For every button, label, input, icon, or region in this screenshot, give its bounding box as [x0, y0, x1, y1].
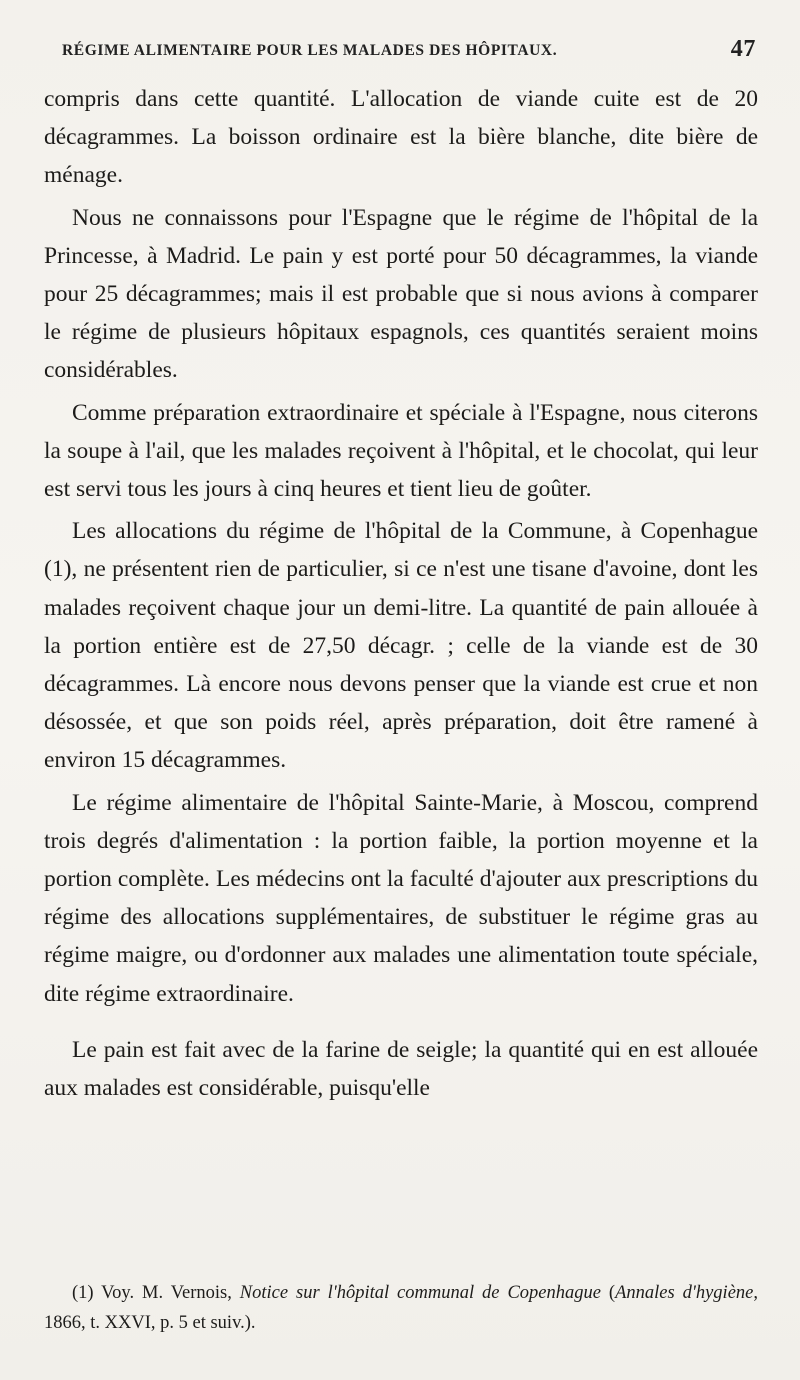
- footnote-italic-journal: Annales d'hygiène: [615, 1283, 754, 1303]
- paragraph-pain: Le pain est fait avec de la farine de seigle; la quantité qui en est allouée aux malades est considérable, puisqu'elle: [44, 1036, 758, 1102]
- footnote-italic-title: Notice sur l'hôpital communal de Copenhague: [239, 1283, 601, 1303]
- body-text: [44, 80, 758, 1107]
- footnote-text: [44, 1278, 758, 1338]
- footnote: [44, 1278, 758, 1338]
- footnote-suffix: , 1866, t. XXVI, p. 5 et suiv.).: [44, 1283, 758, 1333]
- paragraph-moscou: Le régime alimentaire de l'hôpital Sainte-Marie, à Moscou, comprend trois degrés d'alimentation : la portion faible, la portion moyenne et la portion complète. Les médecins ont la faculté d'ajouter aux prescriptions du régime des allocations supplémentaires, de substituer le régime gras au régime maigre, ou d'ordonner aux malades une alimentation toute spéciale, dite régime extraordinaire.: [44, 789, 758, 1007]
- paragraph-espagne: Nous ne connaissons pour l'Espagne que le régime de l'hôpital de la Princesse, à Madrid. Le pain y est porté pour 50 décagrammes, la viande pour 25 décagrammes; mais il est probable que si nous avions à comparer le régime de plusieurs hôpitaux espagnols, ces quantités seraient moins considérables.: [44, 204, 758, 384]
- paragraph-preparation: Comme préparation extraordinaire et spéciale à l'Espagne, nous citerons la soupe à l'ail, que les malades reçoivent à l'hôpital, et le chocolat, qui leur est servi tous les jours à cinq heures et tient lieu de goûter.: [44, 399, 758, 503]
- footnote-open-paren: (: [608, 1283, 616, 1303]
- paragraph-copenhague: Les allocations du régime de l'hôpital de la Commune, à Copenhague (1), ne présentent rien de particulier, si ce n'est une tisane d'avoine, dont les malades reçoivent chaque jour un demi-litre. La quantité de pain allouée à la portion entière est de 27,50 décagr. ; celle de la viande est de 30 décagrammes. Là encore nous devons penser que la viande est crue et non désossée, et que son poids réel, après préparation, doit être ramené à environ 15 décagrammes.: [44, 518, 758, 774]
- footnote-prefix: (1) Voy. M. Vernois,: [72, 1283, 240, 1303]
- running-title: RÉGIME ALIMENTAIRE POUR LES MALADES DES HÔPITAUX.: [62, 42, 558, 59]
- paragraph-continued: compris dans cette quantité. L'allocation de viande cuite est de 20 décagrammes. La boisson ordinaire est la bière blanche, dite bière de ménage.: [44, 86, 758, 189]
- running-header: [62, 38, 762, 66]
- page-number: 47: [730, 36, 756, 62]
